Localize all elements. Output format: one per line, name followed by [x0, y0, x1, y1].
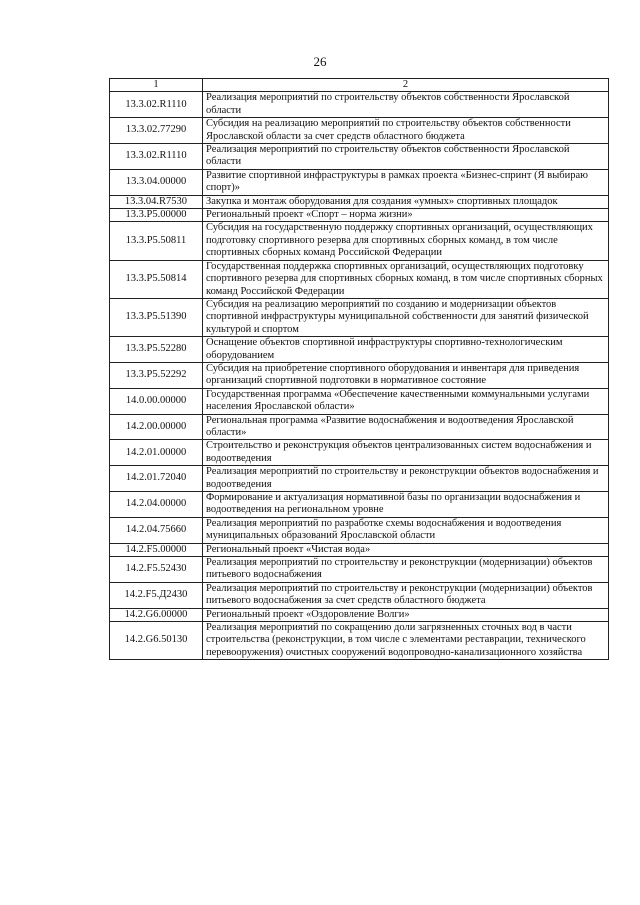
- table-row: [110, 337, 609, 363]
- table-row: [110, 543, 609, 556]
- row-code-cell: 14.2.04.75660: [110, 517, 203, 543]
- row-name-cell: Развитие спортивной инфраструктуры в рамках проекта «Бизнес-спринт (Я выбираю спорт)»: [203, 169, 609, 195]
- row-name-cell: Реализация мероприятий по строительству и реконструкции (модернизации) объектов питьевого водоснабжения: [203, 557, 609, 583]
- table-row: [110, 557, 609, 583]
- row-name-cell: Реализация мероприятий по строительству объектов собственности Ярославской области: [203, 144, 609, 170]
- table-row: [110, 517, 609, 543]
- row-code-cell: 14.2.01.00000: [110, 440, 203, 466]
- table-row: [110, 414, 609, 440]
- table-header-row: [110, 79, 609, 92]
- row-name-cell: Субсидия на государственную поддержку спортивных организаций, осуществляющих подготовку спортивного резерва для спортивных сборных команд, в том числе спортивных сборных команд Российской Федерации: [203, 222, 609, 260]
- table-row: [110, 195, 609, 208]
- row-name-cell: Формирование и актуализация нормативной базы по организации водоснабжения и водоотведения на региональном уровне: [203, 492, 609, 518]
- row-code-cell: 14.2.F5.00000: [110, 543, 203, 556]
- budget-classification-table: [109, 78, 609, 660]
- column-header-code: 1: [110, 79, 203, 92]
- row-name-cell: Региональный проект «Чистая вода»: [203, 543, 609, 556]
- table-row: [110, 466, 609, 492]
- row-name-cell: Государственная поддержка спортивных организаций, осуществляющих подготовку спортивного резерва для спортивных сборных команд, в том числе спортивных сборных команд Российской Федерации: [203, 260, 609, 298]
- row-code-cell: 13.3.P5.50811: [110, 222, 203, 260]
- row-code-cell: 14.2.01.72040: [110, 466, 203, 492]
- row-name-cell: Субсидия на приобретение спортивного оборудования и инвентаря для приведения организаций спортивной подготовки в нормативное состояние: [203, 362, 609, 388]
- row-name-cell: Закупка и монтаж оборудования для создания «умных» спортивных площадок: [203, 195, 609, 208]
- row-name-cell: Региональная программа «Развитие водоснабжения и водоотведения Ярославской области»: [203, 414, 609, 440]
- row-code-cell: 14.0.00.00000: [110, 388, 203, 414]
- row-name-cell: Оснащение объектов спортивной инфраструктуры спортивно-технологическим оборудованием: [203, 337, 609, 363]
- row-code-cell: 13.3.P5.52292: [110, 362, 203, 388]
- row-name-cell: Субсидия на реализацию мероприятий по созданию и модернизации объектов спортивной инфраструктуры муниципальной собственности для занятий физической культурой и спортом: [203, 298, 609, 336]
- row-code-cell: 13.3.04.R7530: [110, 195, 203, 208]
- table-row: [110, 492, 609, 518]
- row-name-cell: Строительство и реконструкция объектов централизованных систем водоснабжения и водоотведения: [203, 440, 609, 466]
- row-code-cell: 14.2.F5.52430: [110, 557, 203, 583]
- table-row: [110, 298, 609, 336]
- table-row: [110, 92, 609, 118]
- row-name-cell: Государственная программа «Обеспечение качественными коммунальными услугами населения Ярославской области»: [203, 388, 609, 414]
- row-name-cell: Региональный проект «Оздоровление Волги»: [203, 608, 609, 621]
- table-row: [110, 440, 609, 466]
- table-row: [110, 622, 609, 660]
- table-row: [110, 608, 609, 621]
- row-code-cell: 14.2.F5.Д2430: [110, 582, 203, 608]
- table-row: [110, 169, 609, 195]
- row-code-cell: 13.3.04.00000: [110, 169, 203, 195]
- row-code-cell: 13.3.P5.50814: [110, 260, 203, 298]
- row-name-cell: Реализация мероприятий по строительству и реконструкции объектов водоснабжения и водоотведения: [203, 466, 609, 492]
- row-name-cell: Реализация мероприятий по строительству и реконструкции (модернизации) объектов питьевого водоснабжения за счет средств областного бюджета: [203, 582, 609, 608]
- table-row: [110, 362, 609, 388]
- row-code-cell: 13.3.02.R1110: [110, 144, 203, 170]
- table-row: [110, 260, 609, 298]
- row-code-cell: 14.2.04.00000: [110, 492, 203, 518]
- row-code-cell: 13.3.02.R1110: [110, 92, 203, 118]
- page-number: 26: [313, 54, 327, 69]
- row-name-cell: Реализация мероприятий по строительству объектов собственности Ярославской области: [203, 92, 609, 118]
- row-name-cell: Региональный проект «Спорт – норма жизни»: [203, 209, 609, 222]
- row-code-cell: 14.2.G6.00000: [110, 608, 203, 621]
- row-code-cell: 14.2.00.00000: [110, 414, 203, 440]
- row-name-cell: Реализация мероприятий по разработке схемы водоснабжения и водоотведения муниципальных образований Ярославской области: [203, 517, 609, 543]
- row-name-cell: Субсидия на реализацию мероприятий по строительству объектов собственности Ярославской области за счет средств областного бюджета: [203, 118, 609, 144]
- row-code-cell: 13.3.02.77290: [110, 118, 203, 144]
- column-header-name: 2: [203, 79, 609, 92]
- table-body: [110, 92, 609, 660]
- table-row: [110, 222, 609, 260]
- row-name-cell: Реализация мероприятий по сокращению доли загрязненных сточных вод в части строительства (реконструкции, в том числе с элементами реставрации, технического перевооружения) очистных сооружений водопроводно-канализационного хозяйства: [203, 622, 609, 660]
- row-code-cell: 13.3.P5.51390: [110, 298, 203, 336]
- table-row: [110, 388, 609, 414]
- table-row: [110, 209, 609, 222]
- row-code-cell: 13.3.P5.52280: [110, 337, 203, 363]
- table-row: [110, 144, 609, 170]
- row-code-cell: 14.2.G6.50130: [110, 622, 203, 660]
- table-row: [110, 118, 609, 144]
- row-code-cell: 13.3.P5.00000: [110, 209, 203, 222]
- table-row: [110, 582, 609, 608]
